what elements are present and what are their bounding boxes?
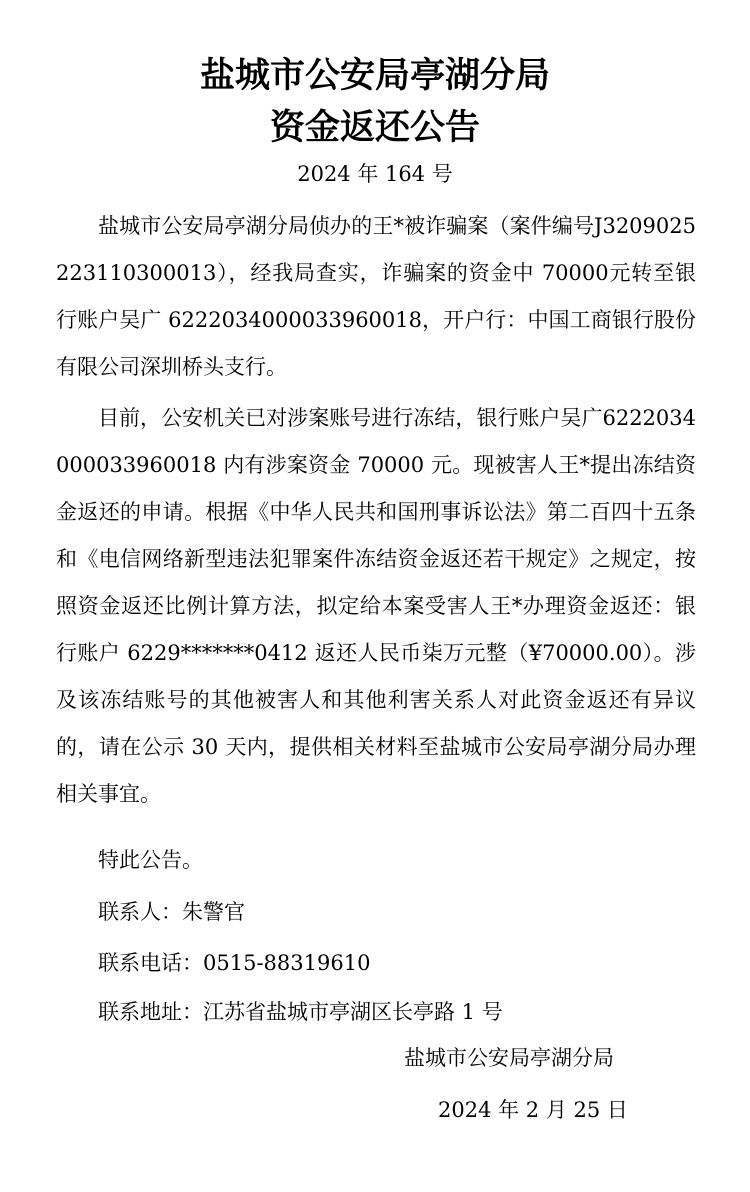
document-number: 2024 年 164 号	[297, 162, 453, 186]
document-title-line2: 资金返还公告	[269, 107, 480, 148]
body-paragraph-2-block	[56, 395, 696, 818]
signature-date: 2024 年 2 月 25 日	[438, 1098, 628, 1122]
body-paragraph-2: 目前，公安机关已对涉案账号进行冻结，银行账户吴广6222034000033960018 内有涉案资金 70000 元。现被害人王*提出冻结资金返还的申请。根据《中华人民共和国刑事诉讼法》第二百四十五条和《电信网络新型违法犯罪案件冻结资金返还若干规定》之规定，按照资金返还比例计算方法，拟定给本案受害人王*办理资金返还：银行账户 6229*******0412 返还人民币柒万元整（¥70000.00）。涉及该冻结账号的其他被害人和其他利害关系人对此资金返还有异议的，请在公示 30 天内，提供相关材料至盐城市公安局亭湖分局办理相关事宜。	[56, 406, 696, 806]
contact-address: 联系地址：江苏省盐城市亭湖区长亭路 1 号	[98, 1000, 503, 1024]
document-title-line1: 盐城市公安局亭湖分局	[199, 55, 550, 96]
closing-statement: 特此公告。	[98, 848, 203, 872]
body-paragraph-1: 盐城市公安局亭湖分局侦办的王*被诈骗案（案件编号J3209025223110300013），经我局查实，诈骗案的资金中 70000元转至银行账户吴广 6222034000033960018，开户行：中国工商银行股份有限公司深圳桥头支行。	[56, 214, 696, 379]
contact-person: 联系人：朱警官	[98, 900, 245, 924]
contact-phone: 联系电话：0515-88319610	[98, 951, 371, 975]
signature-organization: 盐城市公安局亭湖分局	[404, 1046, 614, 1070]
body-paragraph-1-block	[56, 203, 696, 391]
